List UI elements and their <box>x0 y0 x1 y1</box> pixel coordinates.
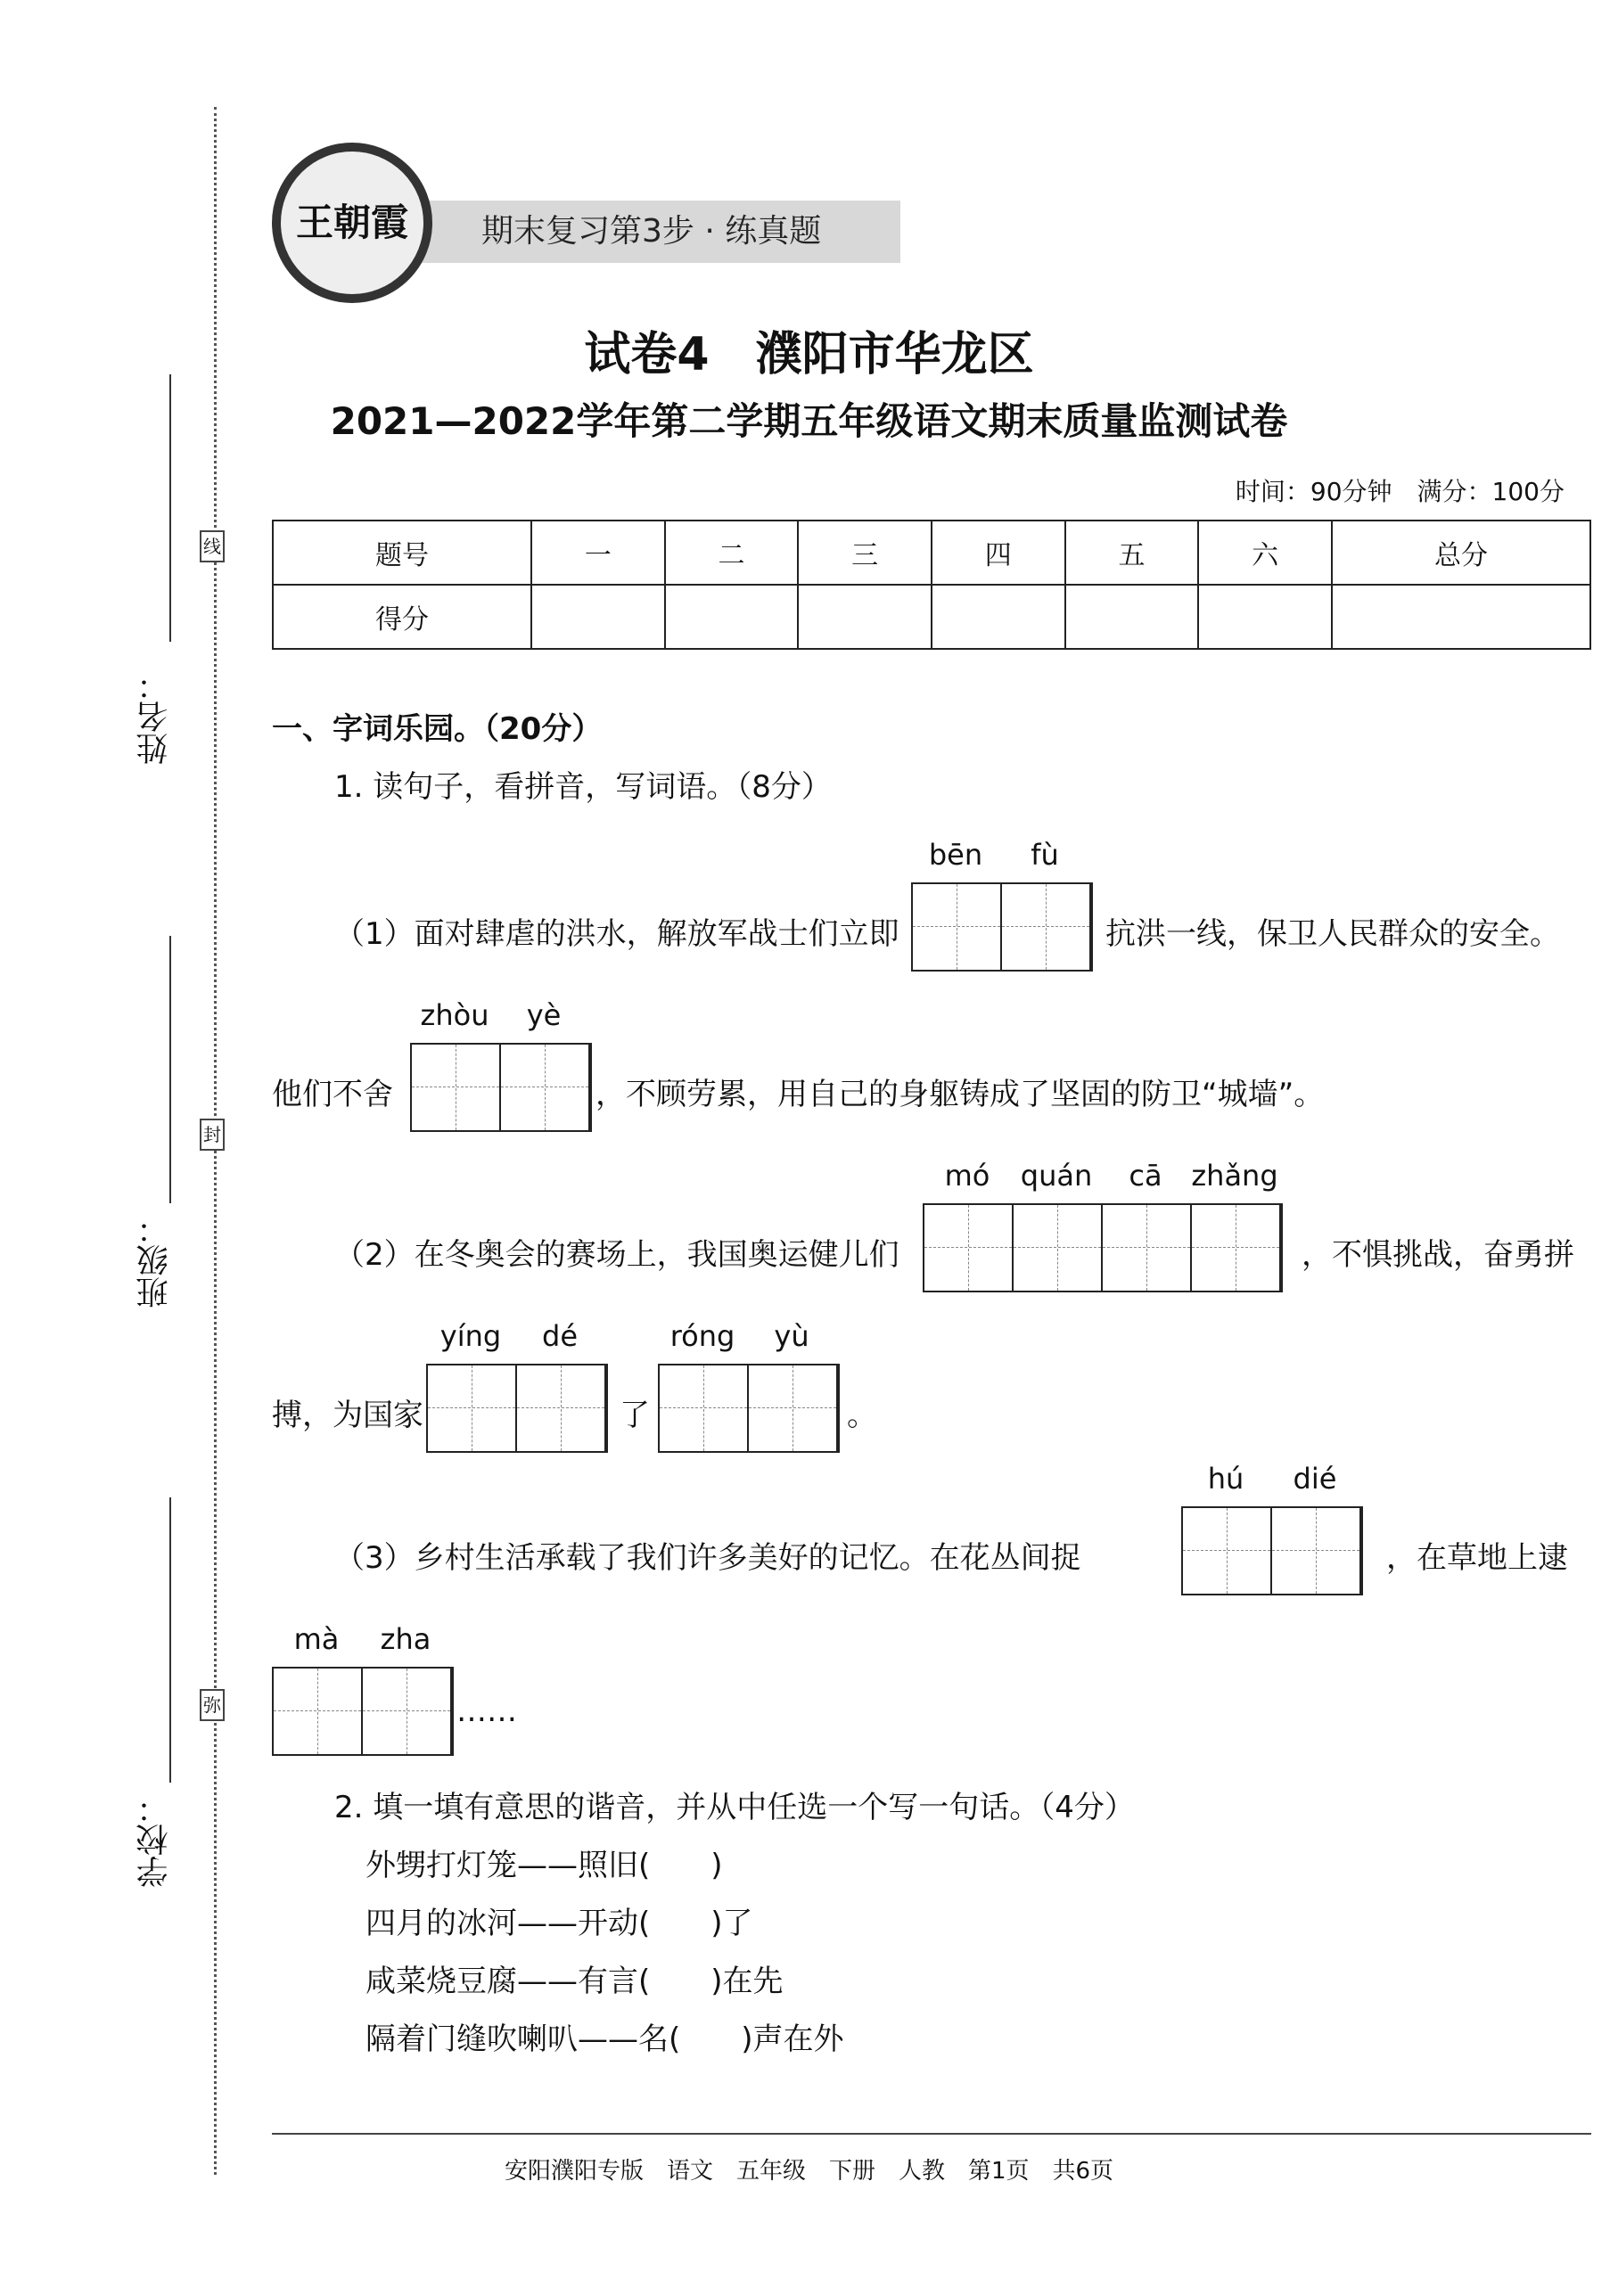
pinyin: róng <box>669 1319 735 1353</box>
table-header-cell: 六 <box>1198 521 1332 585</box>
score-cell[interactable] <box>798 585 932 649</box>
footer-rule <box>272 2133 1591 2135</box>
sentence-1c: 他们不舍 <box>272 1077 393 1112</box>
banner: 期末复习第3步 · 练真题 <box>419 201 900 263</box>
score-cell[interactable] <box>531 585 665 649</box>
brand-logo: 王朝霞 <box>272 143 432 303</box>
pinyin: bēn <box>928 838 983 872</box>
table-header-cell: 二 <box>665 521 799 585</box>
score-row-label: 得分 <box>273 585 531 649</box>
table-header-cell: 一 <box>531 521 665 585</box>
riddle-item: 外甥打灯笼——照旧( ) <box>365 1848 723 1883</box>
pinyin: fù <box>1031 838 1059 872</box>
sentence-1a: （1）面对肆虐的洪水，解放军战士们立即 <box>334 916 899 952</box>
sentence-2e: 。 <box>847 1398 877 1433</box>
riddle-item: 隔着门缝吹喇叭——名( )声在外 <box>365 2021 844 2057</box>
score-cell[interactable] <box>1198 585 1332 649</box>
sentence-2d: 了 <box>620 1398 650 1433</box>
score-cell[interactable] <box>932 585 1065 649</box>
riddle-item: 咸菜烧豆腐——有言( )在先 <box>365 1964 784 1999</box>
table-header-cell: 五 <box>1065 521 1199 585</box>
answer-box[interactable] <box>923 1203 1283 1292</box>
question-1: 1. 读句子，看拼音，写词语。（8分） <box>334 769 832 805</box>
pinyin: cā <box>1129 1159 1162 1193</box>
question-2: 2. 填一填有意思的谐音，并从中任选一个写一句话。（4分） <box>334 1790 1135 1825</box>
sentence-2b: ，不惧挑战，奋勇拼 <box>1302 1237 1574 1273</box>
pinyin: yè <box>526 998 562 1032</box>
pinyin: hú <box>1207 1462 1244 1496</box>
secret-mark: 弥 <box>200 1689 225 1721</box>
sentence-1b: 抗洪一线，保卫人民群众的安全。 <box>1105 916 1560 952</box>
answer-box[interactable] <box>426 1364 608 1453</box>
seal-mark: 封 <box>200 1119 225 1151</box>
page-footer: 安阳濮阳专版 语文 五年级 下册 人教 第1页 共6页 <box>504 2158 1114 2185</box>
sentence-3b: ，在草地上逮 <box>1386 1540 1568 1576</box>
score-cell[interactable] <box>1332 585 1590 649</box>
pinyin: yíng <box>439 1319 502 1353</box>
answer-box[interactable] <box>911 882 1093 972</box>
exam-subtitle: 2021—2022学年第二学期五年级语文期末质量监测试卷 <box>330 399 1288 443</box>
pinyin: dé <box>542 1319 578 1353</box>
table-header-cell: 四 <box>932 521 1065 585</box>
answer-box[interactable] <box>658 1364 840 1453</box>
exam-title: 试卷4 濮阳市华龙区 <box>584 328 1034 381</box>
school-line <box>169 1497 171 1783</box>
riddle-item: 四月的冰河——开动( )了 <box>365 1906 753 1941</box>
sentence-3a: （3）乡村生活承载了我们许多美好的记忆。在花丛间捉 <box>334 1540 1081 1576</box>
class-line <box>169 936 171 1203</box>
score-cell[interactable] <box>665 585 799 649</box>
pinyin: zha <box>380 1622 431 1656</box>
school-label: 学校： <box>136 1792 173 1888</box>
pinyin: mà <box>293 1622 340 1656</box>
table-header-cell: 三 <box>798 521 932 585</box>
score-table <box>272 520 1591 650</box>
pinyin: zhǎng <box>1191 1159 1278 1193</box>
section-1-title: 一、字词乐园。（20分） <box>272 711 603 747</box>
sentence-2a: （2）在冬奥会的赛场上，我国奥运健儿们 <box>334 1237 899 1273</box>
time-score-info: 时间：90分钟 满分：100分 <box>1235 477 1565 506</box>
pinyin: mó <box>944 1159 990 1193</box>
class-label: 班级： <box>136 1212 173 1308</box>
answer-box[interactable] <box>410 1043 592 1132</box>
name-label: 姓名： <box>136 668 173 765</box>
pinyin: quán <box>1020 1159 1093 1193</box>
pinyin: zhòu <box>420 998 489 1032</box>
table-header-cell: 总分 <box>1332 521 1590 585</box>
sentence-1d: ，不顾劳累，用自己的身躯铸成了坚固的防卫“城墙”。 <box>595 1077 1325 1112</box>
sentence-2c: 搏，为国家 <box>272 1398 423 1433</box>
table-header-cell: 题号 <box>273 521 531 585</box>
pinyin: dié <box>1293 1462 1337 1496</box>
answer-box[interactable] <box>272 1667 454 1756</box>
pinyin: yù <box>774 1319 809 1353</box>
sentence-3c: …… <box>456 1693 517 1729</box>
line-mark: 线 <box>200 530 225 562</box>
answer-box[interactable] <box>1181 1506 1363 1595</box>
score-cell[interactable] <box>1065 585 1199 649</box>
